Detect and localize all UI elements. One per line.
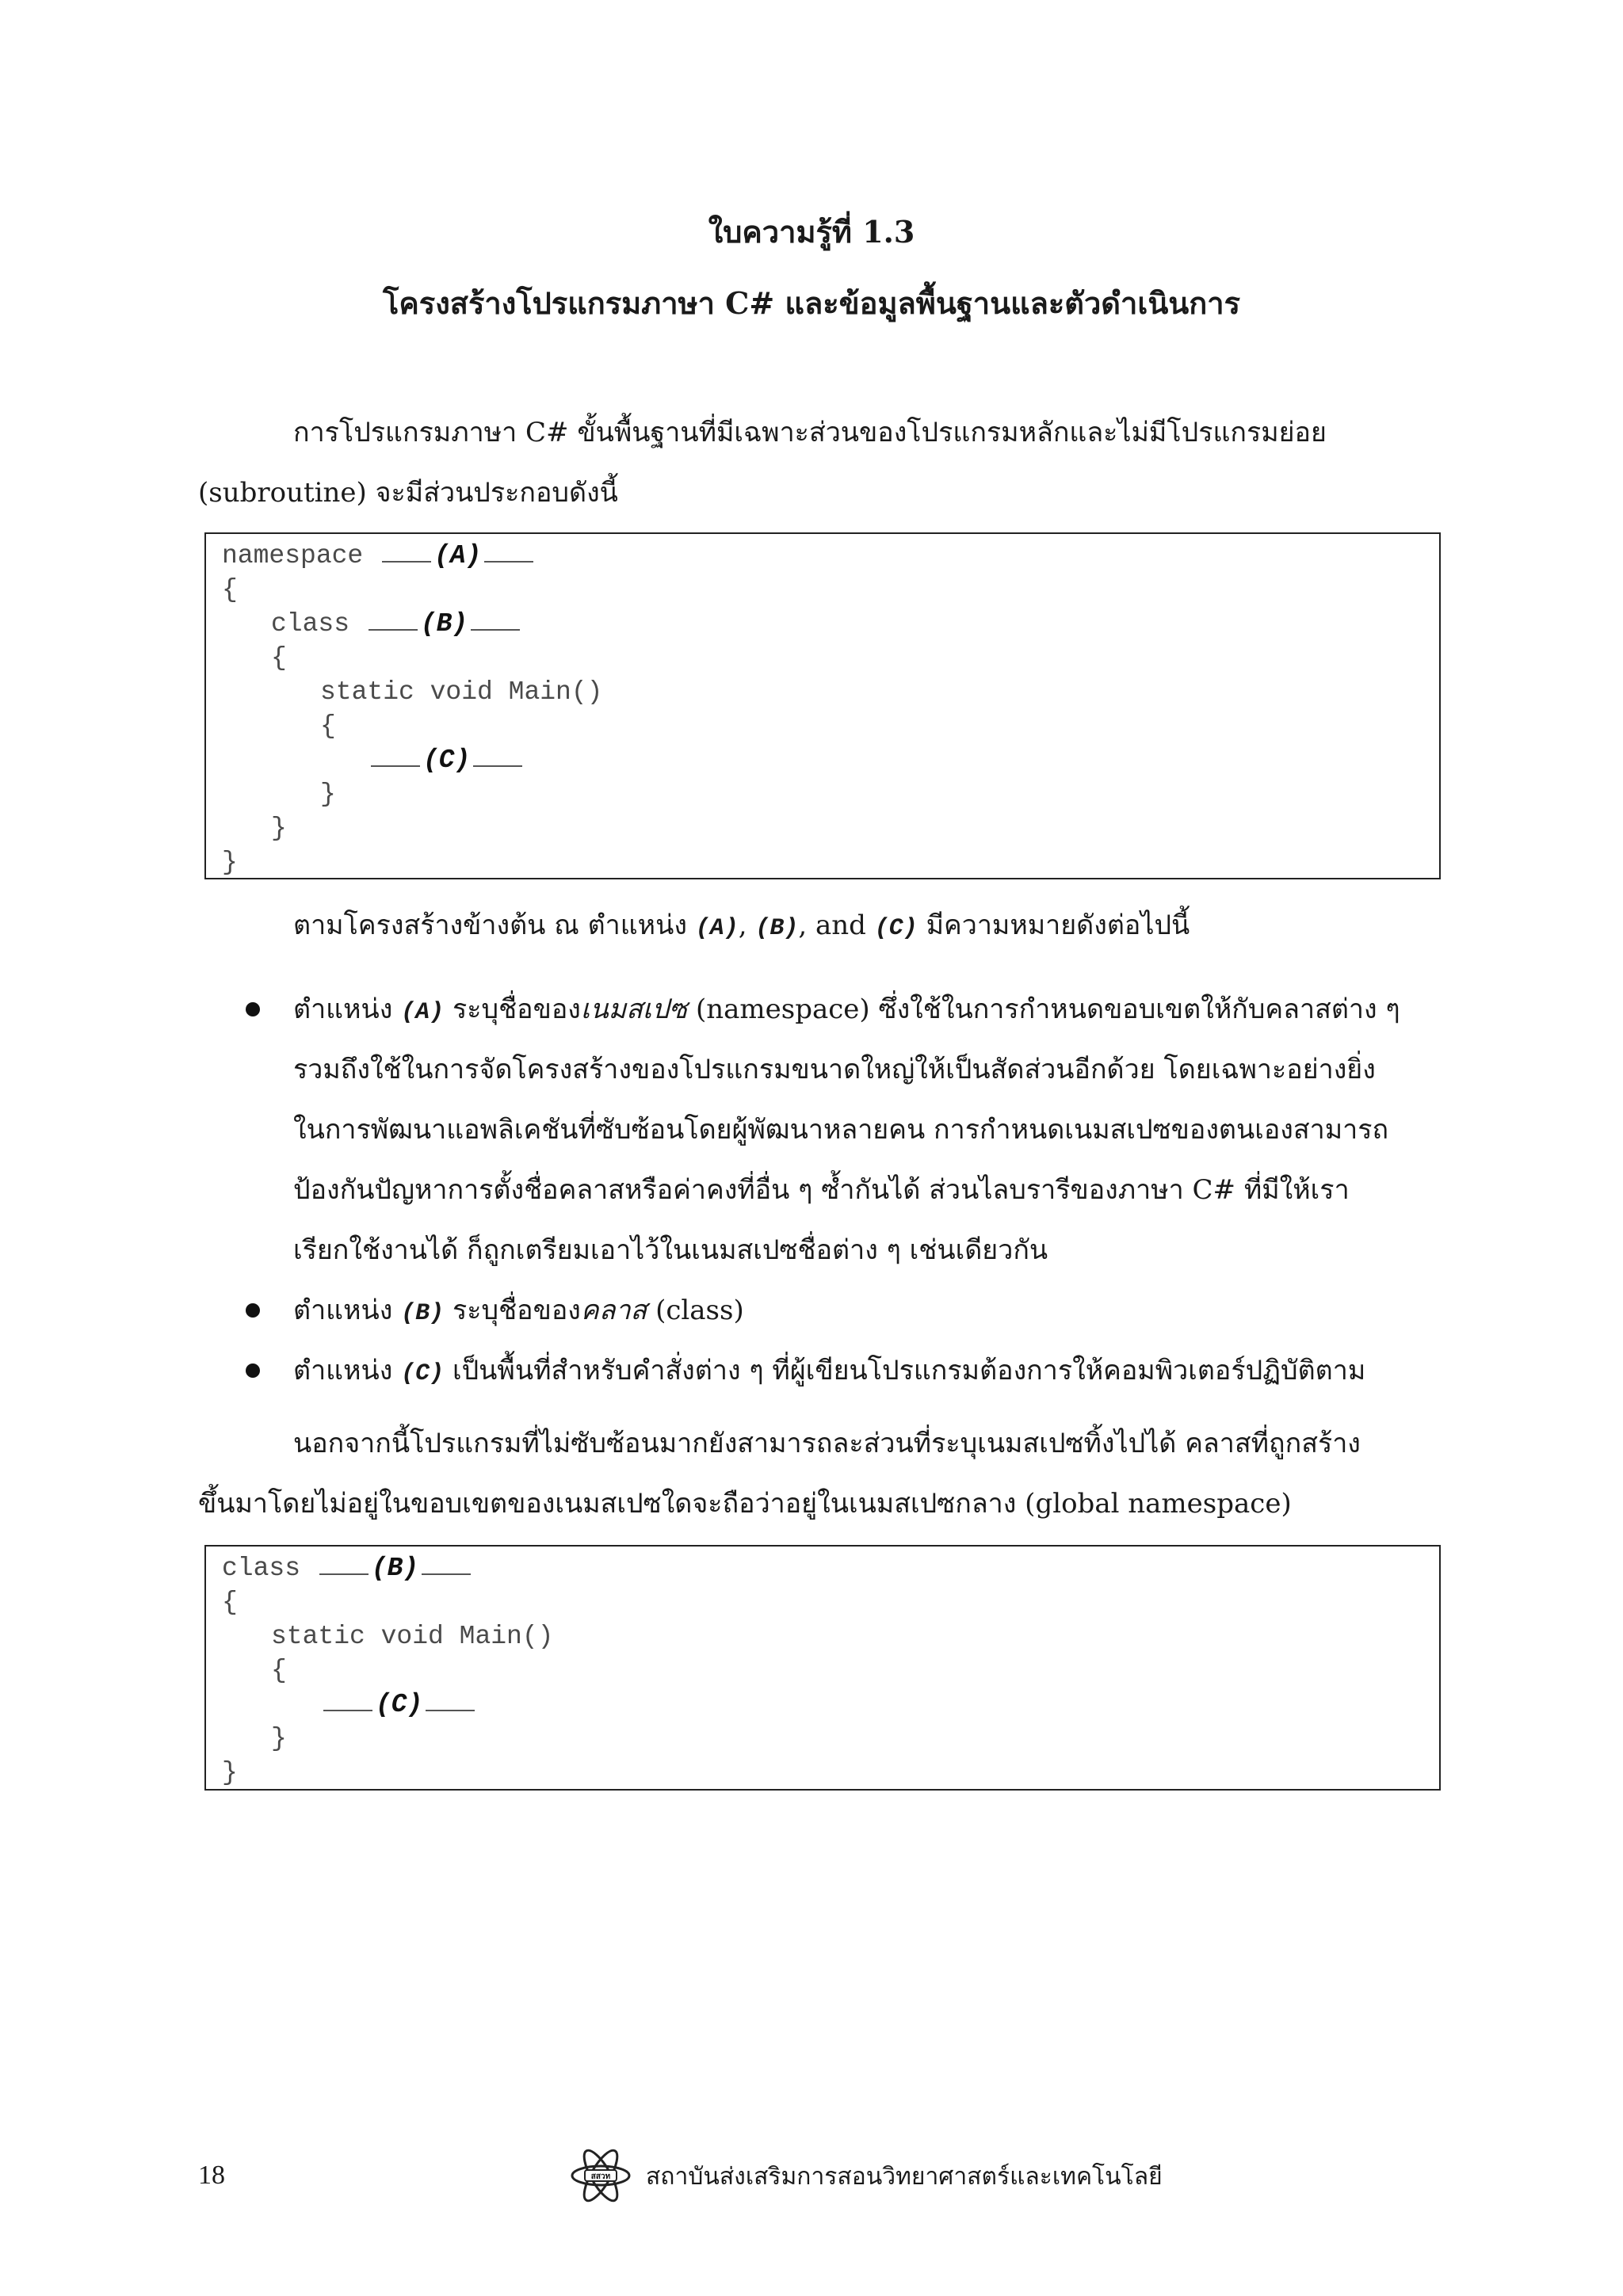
bullet-icon [246,1303,260,1318]
intro-line-2: (subroutine) จะมีส่วนประกอบดังนี้ [198,477,618,509]
code-line-class: class (B) [271,607,523,641]
bullet-a-line-2: รวมถึงใช้ในการจัดโครงสร้างของโปรแกรมขนาดใหญ่ให้เป็นสัดส่วนอีกด้วย โดยเฉพาะอย่างยิ่ง [293,1054,1376,1085]
placeholder-a: (A) [434,541,482,570]
document-subtitle: โครงสร้างโปรแกรมภาษา C# และข้อมูลพื้นฐานและตัวดำเนินการ [382,285,1241,321]
code-line-brace: { [271,643,287,673]
code-line-brace: { [222,1588,238,1617]
code-line-statements [320,1688,478,1722]
code-line-brace: { [271,1656,287,1685]
logo-text: สสวท [590,2172,611,2181]
code-line-brace: } [271,1724,287,1753]
code-line-namespace: namespace (A) [222,539,537,573]
code-block-global [204,1545,1441,1791]
code-line-statements [368,743,525,777]
bullet-a-line-1: ตำแหน่ง (A) ระบุชื่อของเนมสเปซ (namespace) ซึ่งใช้ในการกำหนดขอบเขตให้กับคลาสต่าง ๆ [293,994,1400,1026]
bullet-a-line-5: เรียกใช้งานได้ ก็ถูกเตรียมเอาไว้ในเนมสเปซชื่อต่าง ๆ เช่นเดียวกัน [293,1234,1048,1266]
ipst-logo-icon [569,2144,632,2207]
code-line-class: class (B) [222,1551,474,1585]
code-line-brace: } [320,780,336,809]
code-line-brace: } [271,814,287,843]
code-line-main: static void Main() [320,677,603,707]
code-line-brace: { [320,711,336,741]
bullet-a-line-3: ในการพัฒนาแอพลิเคชันที่ซับซ้อนโดยผู้พัฒนาหลายคน การกำหนดเนมสเปซของตนเองสามารถ [293,1114,1389,1146]
footer-organization: สถาบันส่งเสริมการสอนวิทยาศาสตร์และเทคโนโลยี [646,2163,1163,2191]
bullet-b-line: ตำแหน่ง (B) ระบุชื่อของคลาส (class) [293,1295,744,1327]
bullet-c-line: ตำแหน่ง (C) เป็นพื้นที่สำหรับคำสั่งต่าง ๆ ที่ผู้เขียนโปรแกรมต้องการให้คอมพิวเตอร์ปฏิบัติตาม [293,1355,1366,1387]
bullet-icon [246,1002,260,1016]
bullet-a-line-4: ป้องกันปัญหาการตั้งชื่อคลาสหรือค่าคงที่อื่น ๆ ซ้ำกันได้ ส่วนไลบรารีของภาษา C# ที่มีให้เรา [293,1174,1350,1206]
placeholder-b: (B) [420,609,468,639]
intro-line-1: การโปรแกรมภาษา C# ขั้นพื้นฐานที่มีเฉพาะส่วนของโปรแกรมหลักและไม่มีโปรแกรมย่อย [293,417,1327,448]
structure-note: ตามโครงสร้างข้างต้น ณ ตำแหน่ง (A), (B), and (C) มีความหมายดังต่อไปนี้ [293,910,1190,942]
code-line-main: static void Main() [271,1622,554,1651]
para2-line-1: นอกจากนี้โปรแกรมที่ไม่ซับซ้อนมากยังสามารถละส่วนที่ระบุเนมสเปซทิ้งไปได้ คลาสที่ถูกสร้าง [293,1428,1361,1459]
placeholder-c: (C) [376,1690,423,1719]
page-number: 18 [198,2161,225,2190]
placeholder-b: (B) [371,1554,419,1583]
bullet-icon [246,1363,260,1378]
code-block-namespace [204,532,1441,879]
code-line-brace: } [222,848,238,877]
para2-line-2: ขึ้นมาโดยไม่อยู่ในขอบเขตของเนมสเปซใดจะถือว่าอยู่ในเนมสเปซกลาง (global namespace) [198,1488,1292,1520]
document-title: ใบความรู้ที่ 1.3 [708,214,915,250]
code-line-brace: { [222,575,238,605]
code-line-brace: } [222,1758,238,1787]
placeholder-c: (C) [423,746,471,775]
